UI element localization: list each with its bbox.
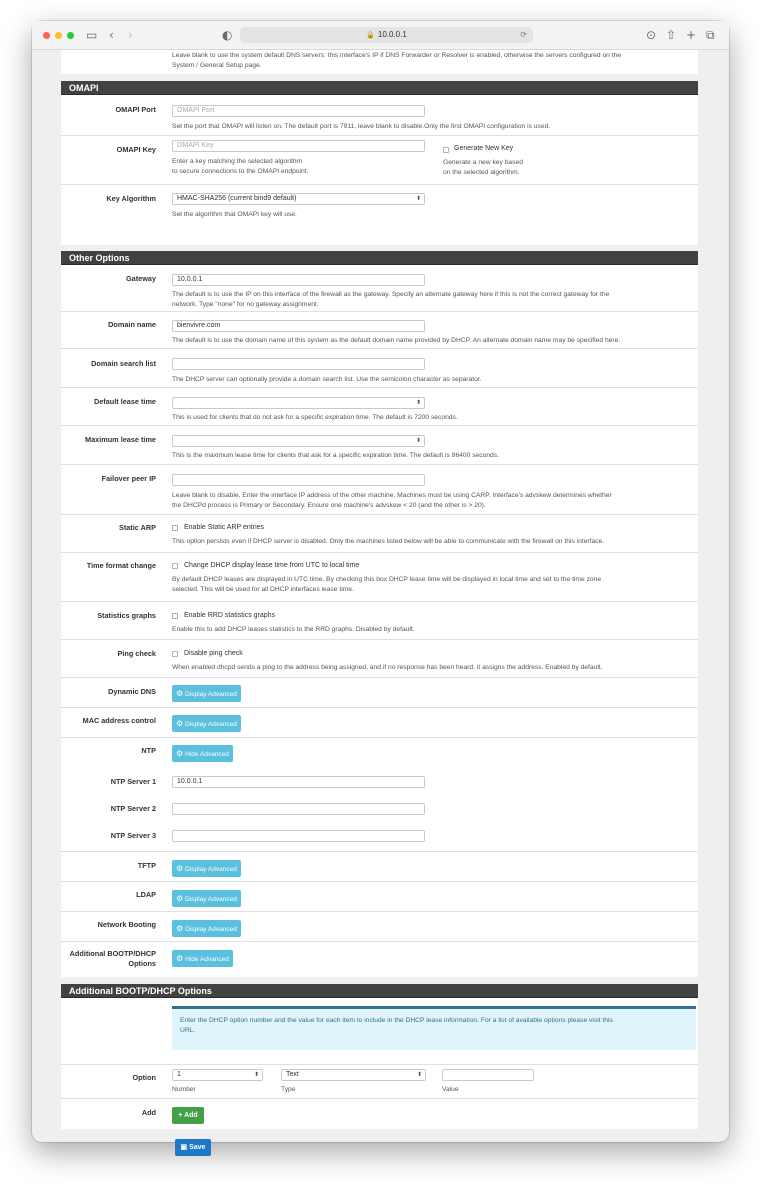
omapi-key-help-1: Enter a key matching the selected algorithm bbox=[172, 158, 303, 165]
dynamic-dns-display-advanced-button[interactable] bbox=[172, 685, 241, 702]
max-lease-row bbox=[61, 426, 698, 465]
static-arp-row bbox=[61, 515, 698, 553]
domain-name-help: The default is to use the domain name of this system as the default domain name provided by DHCP. An alternate domain name may be specified here. bbox=[172, 337, 621, 344]
reload-icon[interactable]: ⟳ bbox=[520, 30, 527, 39]
option-number-value: 1 bbox=[177, 1071, 181, 1078]
close-window-button[interactable] bbox=[43, 32, 50, 39]
browser-window bbox=[32, 21, 729, 1151]
add-button[interactable] bbox=[172, 1107, 204, 1124]
spinner-icon[interactable]: ⬍ bbox=[415, 399, 421, 406]
ping-check-check-label: Disable ping check bbox=[184, 650, 243, 657]
bootp-panel bbox=[61, 984, 698, 1129]
back-icon[interactable]: ‹ bbox=[109, 28, 114, 42]
max-lease-input[interactable] bbox=[172, 435, 425, 447]
lock-icon: 🔒 bbox=[366, 31, 375, 39]
static-arp-label: Static ARP bbox=[118, 523, 156, 532]
mac-control-label: MAC address control bbox=[82, 716, 156, 725]
domain-name-input[interactable]: bienvivre.com bbox=[172, 320, 425, 332]
button-label: Display Advanced bbox=[185, 866, 237, 873]
select-arrows-icon: ⬍ bbox=[416, 1071, 422, 1078]
ntp-server-3-label: NTP Server 3 bbox=[110, 831, 156, 840]
ntp-server-2-input[interactable] bbox=[172, 803, 425, 815]
ntp-server-1-input[interactable]: 10.0.0.1 bbox=[172, 776, 425, 788]
omapi-key-input[interactable]: OMAPI Key bbox=[172, 140, 425, 152]
omapi-panel bbox=[61, 81, 698, 245]
gateway-help-2: network. Type "none" for no gateway assignment. bbox=[172, 301, 319, 308]
add-button-label: Add bbox=[184, 1112, 198, 1119]
button-label: Display Advanced bbox=[185, 691, 237, 698]
shield-icon[interactable]: ◐ bbox=[222, 28, 233, 42]
ping-check-row bbox=[61, 640, 698, 678]
ntp-label: NTP bbox=[141, 746, 156, 755]
failover-input[interactable] bbox=[172, 474, 425, 486]
url-text: 10.0.0.1 bbox=[377, 30, 407, 39]
ntp-server-3-input[interactable] bbox=[172, 830, 425, 842]
dynamic-dns-row bbox=[61, 678, 698, 708]
gateway-row bbox=[61, 265, 698, 312]
time-format-label: Time format change bbox=[86, 561, 156, 570]
save-icon: ▣ bbox=[180, 1144, 190, 1151]
failover-label: Failover peer IP bbox=[101, 474, 156, 483]
bootp-option-row bbox=[61, 1065, 698, 1099]
gear-icon: ⚙ bbox=[176, 719, 184, 728]
bootp-hide-advanced-button[interactable] bbox=[172, 950, 233, 967]
time-format-row bbox=[61, 553, 698, 602]
new-tab-icon[interactable]: + bbox=[686, 28, 697, 42]
gear-icon: ⚙ bbox=[176, 864, 184, 873]
tftp-row bbox=[61, 852, 698, 882]
ntp-hide-advanced-button[interactable] bbox=[172, 745, 233, 762]
bootp-options-label-1: Additional BOOTP/DHCP bbox=[69, 949, 156, 958]
default-lease-input[interactable] bbox=[172, 397, 425, 409]
ldap-display-advanced-button[interactable] bbox=[172, 890, 241, 907]
number-sub-label: Number bbox=[172, 1086, 196, 1093]
option-value-input[interactable] bbox=[442, 1069, 534, 1081]
bootp-info-text-2[interactable]: URL. bbox=[180, 1027, 196, 1034]
minimize-window-button[interactable] bbox=[55, 32, 62, 39]
save-button[interactable] bbox=[175, 1139, 211, 1156]
ldap-label: LDAP bbox=[136, 890, 156, 899]
bootp-options-label-2: Options bbox=[128, 959, 156, 968]
other-options-panel bbox=[61, 251, 698, 977]
bootp-panel-title: Additional BOOTP/DHCP Options bbox=[61, 984, 698, 998]
ntp-server-1-label: NTP Server 1 bbox=[110, 777, 156, 786]
plus-icon: + bbox=[178, 1112, 185, 1119]
max-lease-help: This is the maximum lease time for clients that ask for a specific expiration time. The default is 86400 seconds. bbox=[172, 452, 499, 459]
default-lease-label: Default lease time bbox=[93, 397, 156, 406]
stats-graphs-row bbox=[61, 602, 698, 640]
browser-titlebar bbox=[32, 21, 729, 50]
static-arp-checkbox[interactable] bbox=[172, 525, 178, 531]
domain-name-row bbox=[61, 312, 698, 349]
gear-icon: ⚙ bbox=[176, 954, 184, 963]
ldap-row bbox=[61, 882, 698, 912]
omapi-key-label: OMAPI Key bbox=[116, 145, 156, 154]
gateway-help-1: The default is to use the IP on this interface of the firewall as the gateway. Specify an alternate gateway here if this is not the correct gateway for the bbox=[172, 291, 610, 298]
ntp-server-2-label: NTP Server 2 bbox=[110, 804, 156, 813]
key-algorithm-row bbox=[61, 185, 698, 224]
domain-search-input[interactable] bbox=[172, 358, 425, 370]
value-sub-label: Value bbox=[442, 1086, 459, 1093]
omapi-key-help-2: to secure connections to the OMAPI endpoint. bbox=[172, 168, 309, 175]
time-format-checkbox[interactable] bbox=[172, 563, 178, 569]
key-algorithm-value: HMAC-SHA256 (current bind9 default) bbox=[177, 195, 297, 202]
sidebar-icon[interactable]: ▭ bbox=[86, 28, 98, 42]
ping-check-label: Ping check bbox=[117, 649, 156, 658]
option-type-value: Text bbox=[286, 1071, 299, 1078]
time-format-check-label: Change DHCP display lease time from UTC to local time bbox=[184, 562, 360, 569]
static-arp-help: This option persists even if DHCP server is disabled. Only the machines listed below will be able to communicate with the firewall on this interface. bbox=[172, 538, 605, 545]
ntp-row bbox=[61, 738, 698, 768]
domain-search-row bbox=[61, 349, 698, 388]
stats-graphs-help: Enable this to add DHCP leases statistics to the RRD graphs. Disabled by default. bbox=[172, 626, 415, 633]
omapi-port-help: Set the port that OMAPI will listen on. The default port is 7911, leave blank to disable.Only the first OMAPI configuration is used. bbox=[172, 123, 551, 130]
gear-icon: ⚙ bbox=[176, 689, 184, 698]
dynamic-dns-label: Dynamic DNS bbox=[108, 687, 156, 696]
spinner-icon[interactable]: ⬍ bbox=[415, 437, 421, 444]
time-format-help-2: selected. This will be used for all DHCP interfaces lease time. bbox=[172, 586, 354, 593]
tftp-label: TFTP bbox=[137, 861, 156, 870]
static-arp-check-label: Enable Static ARP entries bbox=[184, 524, 265, 531]
download-icon[interactable]: ⊙ bbox=[646, 28, 657, 42]
option-label: Option bbox=[132, 1073, 156, 1082]
select-arrows-icon: ⬍ bbox=[415, 195, 421, 202]
time-format-help-1: By default DHCP leases are displayed in UTC time. By checking this box DHCP lease time will be displayed in local time and set to the time zone bbox=[172, 576, 602, 583]
dns-panel-remnant bbox=[61, 50, 698, 74]
add-label: Add bbox=[141, 1108, 156, 1117]
spinner-icon[interactable]: ⬍ bbox=[253, 1071, 259, 1078]
dns-help-2: System / General Setup page. bbox=[172, 62, 262, 69]
stats-graphs-check-label: Enable RRD statistics graphs bbox=[184, 612, 276, 619]
generate-key-label: Generate New Key bbox=[454, 145, 514, 152]
button-label: Display Advanced bbox=[185, 926, 237, 933]
mac-control-row bbox=[61, 708, 698, 738]
omapi-port-row bbox=[61, 95, 698, 136]
ntp-server-3-row bbox=[61, 822, 698, 852]
generate-key-help-1: Generate a new key based bbox=[443, 159, 523, 166]
other-options-title: Other Options bbox=[61, 251, 698, 265]
mac-control-display-advanced-button[interactable] bbox=[172, 715, 241, 732]
failover-help-1: Leave blank to disable. Enter the interface IP address of the other machine. Machines must be using CARP. Interface's advskew determines whether bbox=[172, 492, 612, 499]
stats-graphs-checkbox[interactable] bbox=[172, 613, 178, 619]
gateway-input[interactable]: 10.0.0.1 bbox=[172, 274, 425, 286]
network-booting-label: Network Booting bbox=[97, 920, 156, 929]
stats-graphs-label: Statistics graphs bbox=[97, 611, 156, 620]
button-label: Hide Advanced bbox=[185, 751, 229, 758]
bootp-info-row bbox=[61, 998, 698, 1065]
tabs-overview-icon[interactable]: ⧉ bbox=[706, 28, 715, 42]
ping-check-checkbox[interactable] bbox=[172, 651, 178, 657]
omapi-panel-title: OMAPI bbox=[61, 81, 698, 95]
forward-icon[interactable]: › bbox=[128, 28, 133, 42]
omapi-port-label: OMAPI Port bbox=[115, 105, 156, 114]
save-button-label: Save bbox=[189, 1144, 206, 1151]
type-sub-label: Type bbox=[281, 1086, 296, 1093]
button-label: Hide Advanced bbox=[185, 956, 229, 963]
bootp-info-text-1: Enter the DHCP option number and the value for each item to include in the DHCP lease information. For a list of available options please visit this bbox=[180, 1017, 613, 1024]
omapi-key-row bbox=[61, 136, 698, 185]
ping-check-help: When enabled dhcpd sends a ping to the address being assigned, and if no response has been heard, it assigns the address. Enabled by default. bbox=[172, 664, 603, 671]
bootp-info-alert bbox=[172, 1006, 696, 1050]
domain-name-label: Domain name bbox=[108, 320, 156, 329]
button-label: Display Advanced bbox=[185, 721, 237, 728]
default-lease-row bbox=[61, 388, 698, 426]
generate-key-help-2: on the selected algorithm. bbox=[443, 169, 520, 176]
tftp-display-advanced-button[interactable] bbox=[172, 860, 241, 877]
ntp-server-1-row bbox=[61, 768, 698, 795]
max-lease-label: Maximum lease time bbox=[85, 435, 156, 444]
key-algorithm-select[interactable] bbox=[172, 193, 425, 205]
option-number-input[interactable] bbox=[172, 1069, 263, 1081]
key-algorithm-label: Key Algorithm bbox=[106, 194, 156, 203]
gear-icon: ⚙ bbox=[176, 894, 184, 903]
page-content bbox=[32, 50, 729, 1151]
gear-icon: ⚙ bbox=[176, 924, 184, 933]
gateway-label: Gateway bbox=[125, 274, 156, 283]
ntp-server-2-row bbox=[61, 795, 698, 822]
domain-search-label: Domain search list bbox=[91, 359, 156, 368]
failover-row bbox=[61, 465, 698, 515]
option-type-select[interactable] bbox=[281, 1069, 426, 1081]
network-booting-display-advanced-button[interactable] bbox=[172, 920, 241, 937]
zoom-window-button[interactable] bbox=[67, 32, 74, 39]
generate-key-checkbox[interactable] bbox=[443, 147, 449, 153]
failover-help-2: the DHCPd process is Primary or Secondary. Ensure one machine's advskew < 20 (and the other is > 20). bbox=[172, 502, 486, 509]
address-bar[interactable] bbox=[240, 27, 533, 43]
omapi-port-input[interactable]: OMAPI Port bbox=[172, 105, 425, 117]
button-label: Display Advanced bbox=[185, 896, 237, 903]
default-lease-help: This is used for clients that do not ask for a specific expiration time. The default is 7200 seconds. bbox=[172, 414, 458, 421]
dns-help: Leave blank to use the system default DNS servers: this interface's IP if DNS Forwarder or Resolver is enabled, otherwise the servers configured on the bbox=[172, 52, 622, 59]
key-algorithm-help: Set the algorithm that OMAPI key will use. bbox=[172, 211, 297, 218]
bootp-add-row bbox=[61, 1099, 698, 1129]
domain-search-help: The DHCP server can optionally provide a domain search list. Use the semicolon character as separator. bbox=[172, 376, 482, 383]
share-icon[interactable]: ⇧ bbox=[666, 28, 677, 42]
network-booting-row bbox=[61, 912, 698, 942]
gear-icon: ⚙ bbox=[176, 749, 184, 758]
bootp-options-row bbox=[61, 942, 698, 973]
